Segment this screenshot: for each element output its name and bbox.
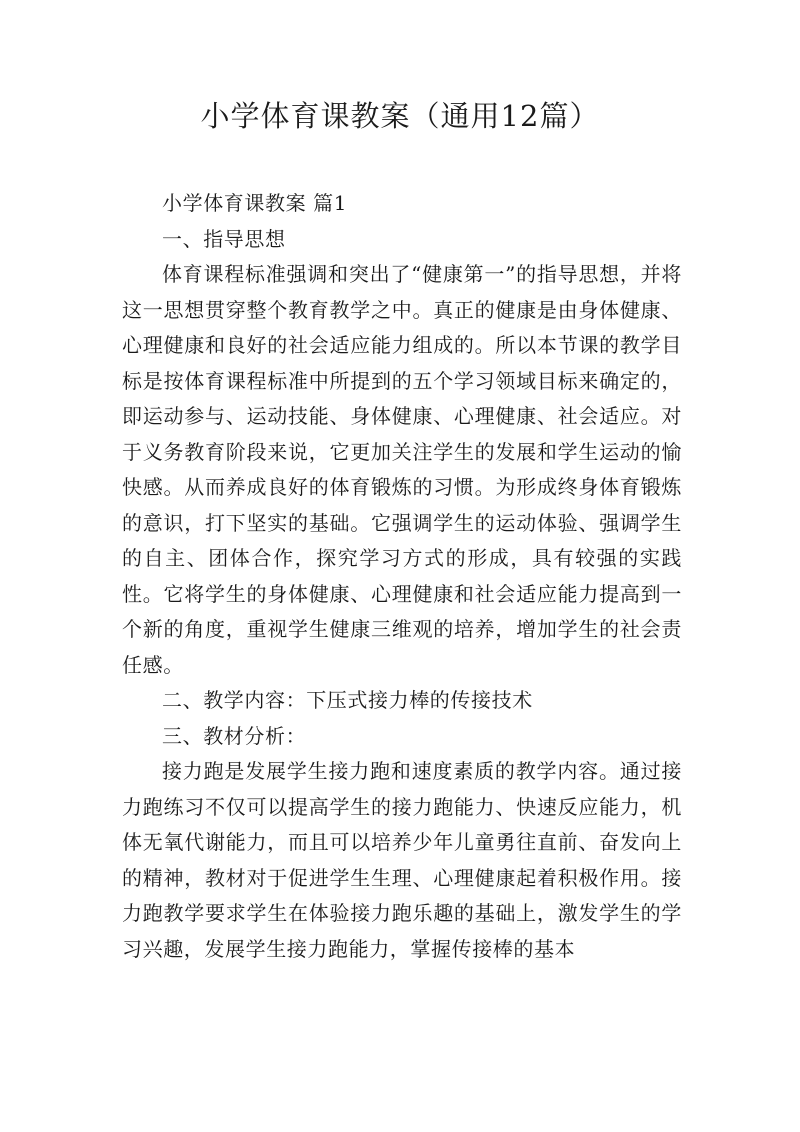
- paragraph-guiding-ideology: 体育课程标准强调和突出了“健康第一”的指导思想，并将这一思想贯穿整个教育教学之中。真正的健康是由身体健康、心理健康和良好的社会适应能力组成的。所以本节课的教学目标是按体育课程标准中所提到的五个学习领域目标来确定的，即运动参与、运动技能、身体健康、心理健康、社会适应。对于义务教育阶段来说，它更加关注学生的发展和学生运动的愉快感。从而养成良好的体育锻炼的习惯。为形成终身体育锻炼的意识，打下坚实的基础。它强调学生的运动体验、强调学生的自主、团体合作，探究学习方式的形成，具有较强的实践性。它将学生的身体健康、心理健康和社会适应能力提高到一个新的角度，重视学生健康三维观的培养，增加学生的社会责任感。: [122, 262, 682, 677]
- heading-teaching-content: 二、教学内容：下压式接力棒的传接技术: [162, 688, 533, 712]
- section-label: 小学体育课教案 篇1: [162, 191, 348, 215]
- document-body: [122, 186, 682, 967]
- heading-material-analysis: 三、教材分析：: [162, 723, 307, 748]
- document-title: 小学体育课教案（通用12篇）: [200, 99, 600, 133]
- paragraph-material-analysis: 接力跑是发展学生接力跑和速度素质的教学内容。通过接力跑练习不仅可以提高学生的接力跑能力、快速反应能力，机体无氧代谢能力，而且可以培养少年儿童勇往直前、奋发向上的精神，教材对于促进学生生理、心理健康起着积极作用。接力跑教学要求学生在体验接力跑乐趣的基础上，激发学生的学习兴趣，发展学生接力跑能力，掌握传接棒的基本: [122, 759, 682, 961]
- heading-guiding-ideology: 一、指导思想: [162, 226, 286, 251]
